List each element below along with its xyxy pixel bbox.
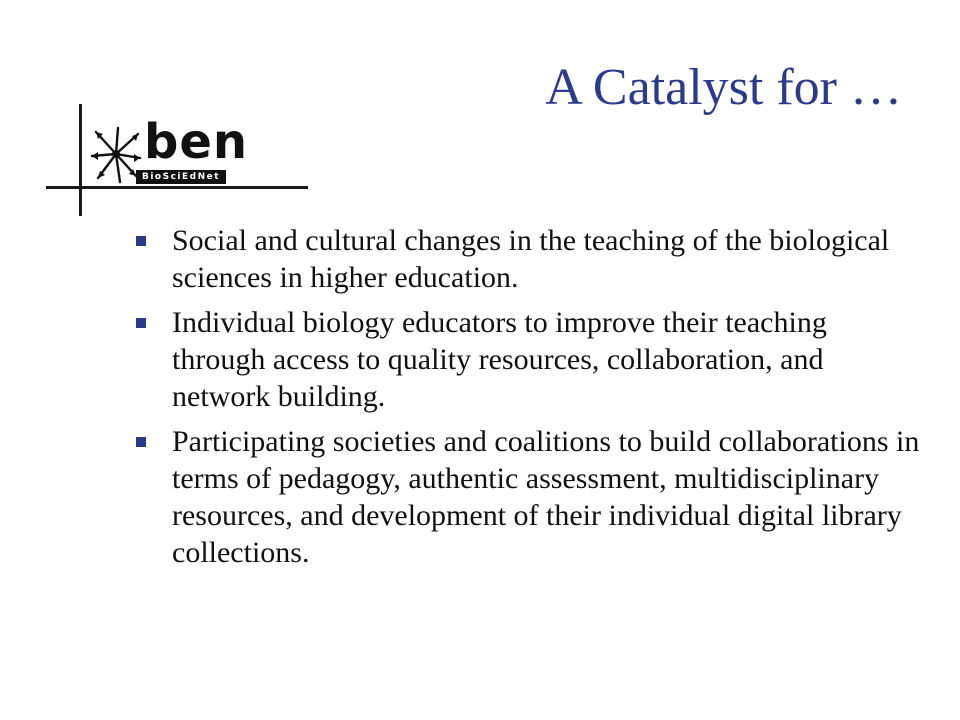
logo-wordmark: ben [144, 114, 249, 170]
bullet-list [136, 222, 926, 579]
bullet-item [136, 222, 926, 296]
slide-title: A Catalyst for … [545, 59, 902, 116]
bullet-text: Participating societies and coalitions to build collaborations in terms of pedagogy, authentic assessment, multidisciplinary resources, and development of their individual digital library collections. [172, 425, 920, 569]
square-bullet-icon [136, 437, 146, 447]
bullet-item [136, 423, 926, 571]
bullet-item [136, 304, 926, 415]
logo-tagline: BioSciEdNet [136, 170, 226, 184]
square-bullet-icon [136, 236, 146, 246]
square-bullet-icon [136, 318, 146, 328]
bullet-text: Social and cultural changes in the teaching of the biological sciences in higher education. [172, 224, 890, 294]
horizontal-rule [46, 186, 308, 189]
bullet-text: Individual biology educators to improve their teaching through access to quality resources, collaboration, and network building. [172, 306, 827, 413]
vertical-rule [79, 104, 82, 216]
